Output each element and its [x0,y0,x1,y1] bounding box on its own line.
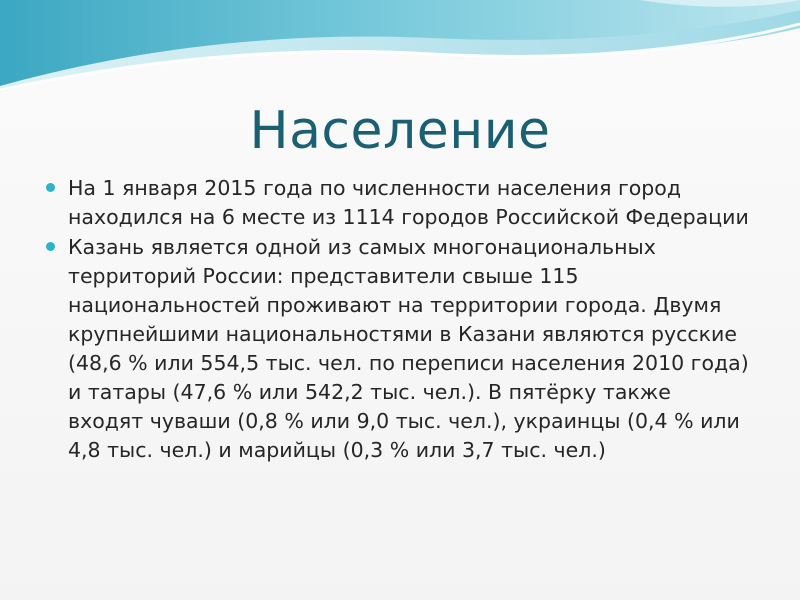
bullet-item [46,174,751,232]
header-wave-decoration [0,0,800,110]
bullet-list [46,174,751,465]
bullet-text: Казань является одной из самых многонациональных территорий России: представители свыше 115 национальностей проживают на территории города. Двумя крупнейшими национальностями в Казани являются русские (48,6 % или 554,5 тыс. чел. по переписи населения 2010 года) и татары (47,6 % или 542,2 тыс. чел.). В пятёрку также входят чуваши (0,8 % или 9,0 тыс. чел.), украинцы (0,4 % или 4,8 тыс. чел.) и марийцы (0,3 % или 3,7 тыс. чел.) [68,235,749,462]
bullet-item [46,233,751,465]
slide-title: Население [249,101,551,161]
bullet-dot-icon [46,242,55,251]
bullet-dot-icon [46,183,55,192]
bullet-text: На 1 января 2015 года по численности населения город находился на 6 месте из 1114 городов Российской Федерации [68,176,749,229]
